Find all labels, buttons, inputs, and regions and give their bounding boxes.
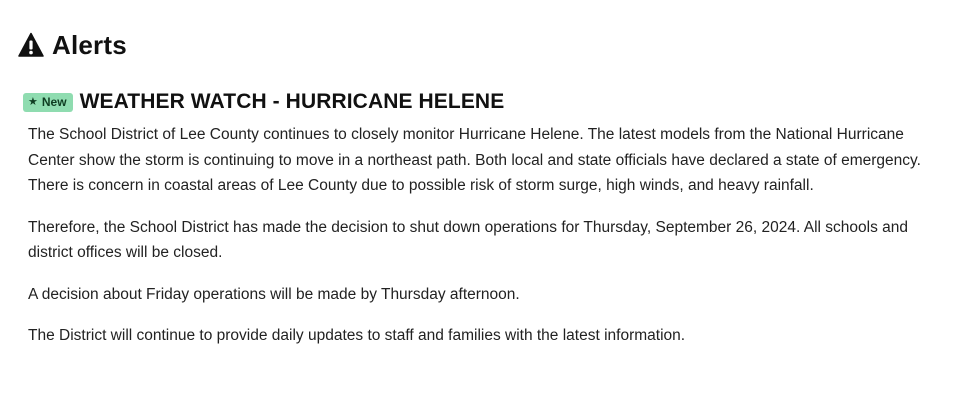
alert-paragraph: The District will continue to provide daily updates to staff and families with the latest information. bbox=[28, 327, 686, 344]
alert-paragraph: The School District of Lee County continues to closely monitor Hurricane Helene. The latest models from the National Hurricane Center show the storm is continuing to move in a northeast path. Both local and state officials have declared a state of emergency. There is concern in coastal areas of Lee County due to possible risk of storm surge, high winds, and heavy rainfall. bbox=[28, 126, 921, 194]
alert-item bbox=[22, 88, 952, 365]
page-title: Alerts bbox=[52, 29, 127, 60]
warning-icon bbox=[18, 32, 44, 58]
star-icon: ★ bbox=[28, 95, 38, 108]
alert-heading bbox=[22, 88, 952, 116]
alert-paragraph: A decision about Friday operations will be made by Thursday afternoon. bbox=[28, 285, 520, 303]
new-badge-label: New bbox=[41, 95, 67, 109]
new-badge bbox=[23, 93, 73, 112]
alerts-header bbox=[18, 29, 127, 61]
alert-title: WEATHER WATCH - HURRICANE HELENE bbox=[79, 90, 505, 113]
alert-body bbox=[22, 122, 952, 349]
alert-paragraph: Therefore, the School District has made the decision to shut down operations for Thursday, September 26, 2024. All schools and district offices will be closed. bbox=[28, 218, 908, 261]
